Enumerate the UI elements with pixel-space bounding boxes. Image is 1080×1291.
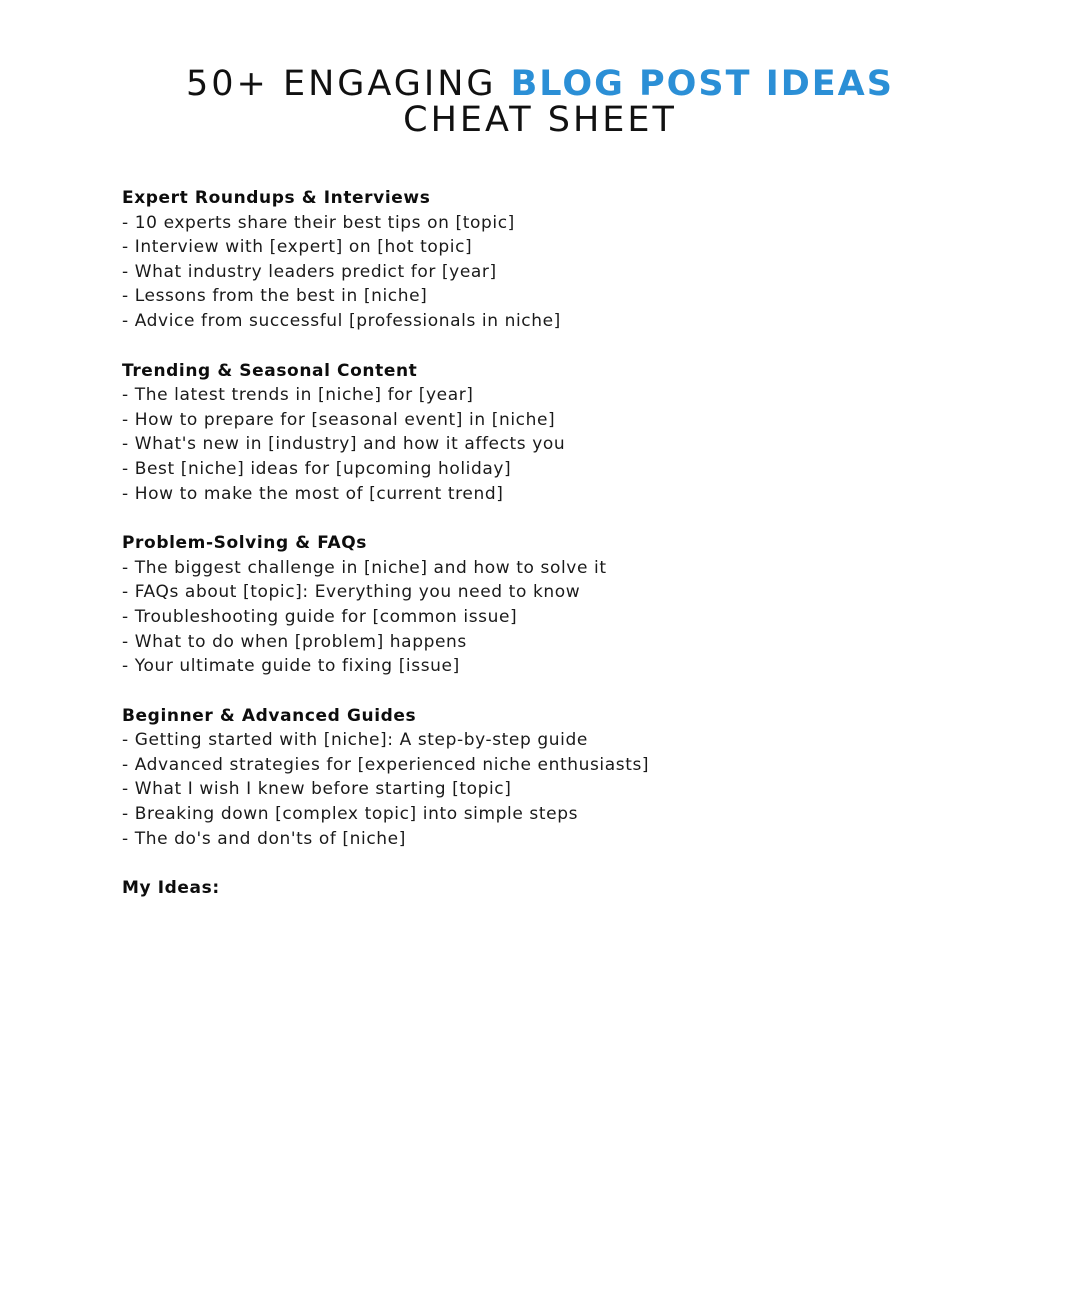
- cheat-sheet-content: [122, 186, 982, 901]
- section-trending-seasonal: [122, 359, 982, 507]
- list-item: - Breaking down [complex topic] into simple steps: [122, 804, 579, 825]
- page-title: [0, 66, 1080, 138]
- idea-list: [122, 556, 982, 679]
- title-prefix: 50+ ENGAGING: [186, 64, 511, 104]
- list-item: - Getting started with [niche]: A step-by-step guide: [122, 730, 588, 751]
- section-heading: Trending & Seasonal Content: [122, 360, 418, 381]
- list-item: - FAQs about [topic]: Everything you need to know: [122, 582, 581, 603]
- list-item: - Troubleshooting guide for [common issue]: [122, 606, 518, 627]
- list-item: - Advanced strategies for [experienced niche enthusiasts]: [122, 754, 650, 775]
- list-item: - How to prepare for [seasonal event] in [niche]: [122, 409, 556, 430]
- section-heading: Problem-Solving & FAQs: [122, 533, 367, 554]
- list-item: - The latest trends in [niche] for [year]: [122, 385, 474, 406]
- idea-list: [122, 728, 982, 851]
- list-item: - What's new in [industry] and how it affects you: [122, 434, 566, 455]
- section-heading: Beginner & Advanced Guides: [122, 705, 417, 726]
- list-item: - The biggest challenge in [niche] and how to solve it: [122, 557, 607, 578]
- list-item: - How to make the most of [current trend]: [122, 483, 504, 504]
- list-item: - What to do when [problem] happens: [122, 631, 467, 652]
- list-item: - Interview with [expert] on [hot topic]: [122, 237, 473, 258]
- list-item: - The do's and don'ts of [niche]: [122, 828, 406, 849]
- list-item: - Best [niche] ideas for [upcoming holiday]: [122, 458, 512, 479]
- list-item: - What industry leaders predict for [year]: [122, 261, 497, 282]
- idea-list: [122, 211, 982, 334]
- list-item: - 10 experts share their best tips on [topic]: [122, 212, 515, 233]
- title-line-1: [0, 66, 1080, 102]
- section-heading: Expert Roundups & Interviews: [122, 188, 431, 208]
- title-line-2: CHEAT SHEET: [403, 100, 677, 140]
- section-expert-roundups: [122, 186, 982, 334]
- idea-list: [122, 383, 982, 506]
- list-item: - What I wish I knew before starting [topic]: [122, 779, 512, 800]
- list-item: - Advice from successful [professionals in niche]: [122, 310, 561, 331]
- my-ideas-label: My Ideas:: [122, 878, 220, 899]
- section-problem-solving: [122, 531, 982, 679]
- title-accent: BLOG POST IDEAS: [510, 64, 894, 104]
- section-beginner-advanced: [122, 704, 982, 852]
- list-item: - Lessons from the best in [niche]: [122, 286, 428, 307]
- list-item: - Your ultimate guide to fixing [issue]: [122, 656, 460, 677]
